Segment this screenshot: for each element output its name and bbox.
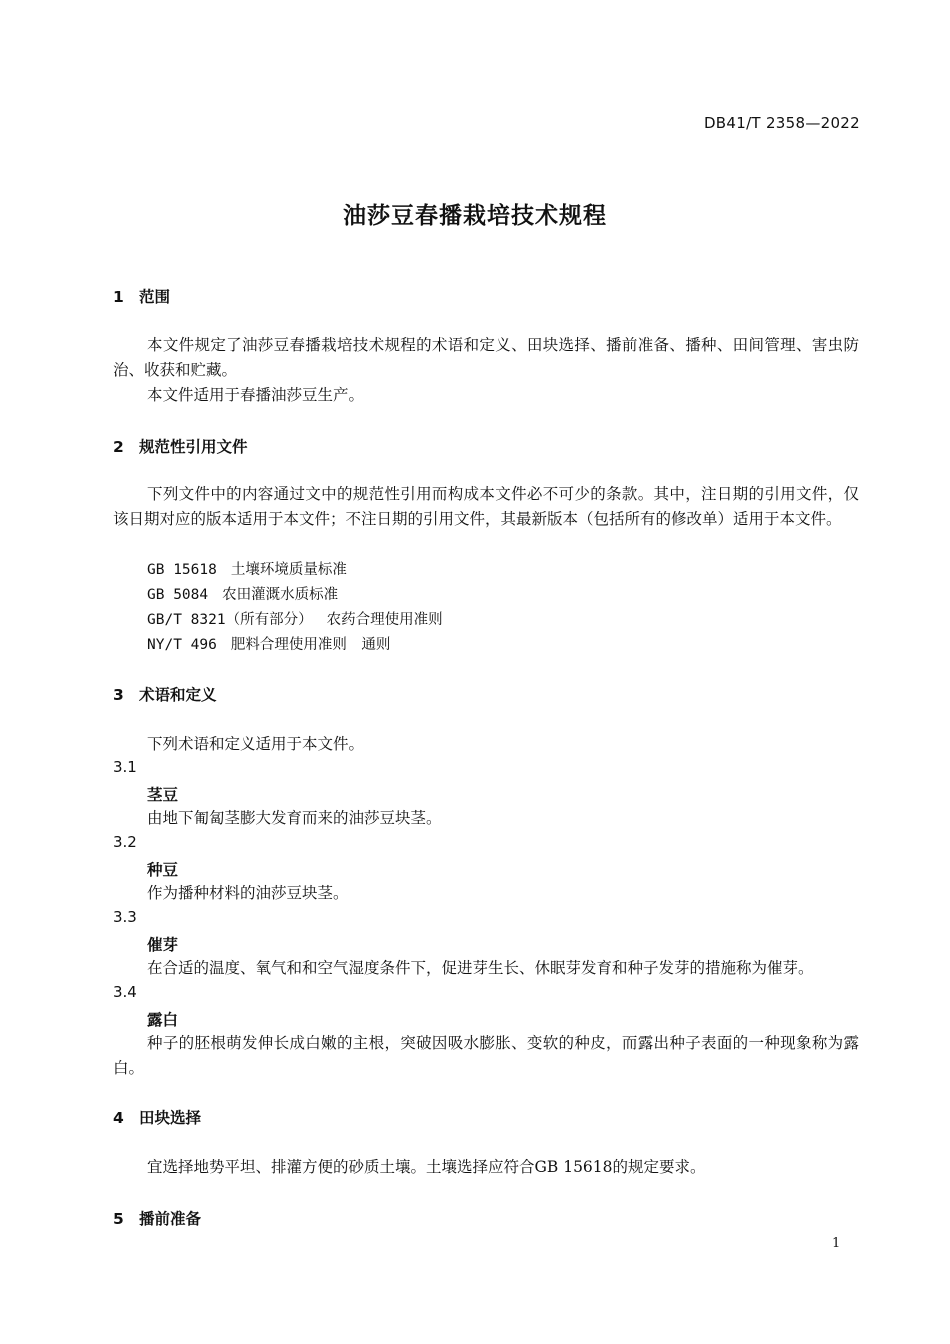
section-title: 范围 xyxy=(139,288,171,306)
reference-code: NY/T 496 xyxy=(147,637,217,653)
term-name: 种豆 xyxy=(147,861,179,879)
section-number: 1 xyxy=(113,288,124,306)
section-title: 播前准备 xyxy=(139,1210,202,1228)
term-definition: 种子的胚根萌发伸长成白嫩的主根，突破因吸水膨胀、变软的种皮，而露出种子表面的一种现象称为露白。 xyxy=(113,1034,859,1077)
reference-item xyxy=(147,633,390,654)
standard-code: DB41/T 2358—2022 xyxy=(703,114,860,132)
term-definition: 在合适的温度、氧气和和空气湿度条件下，促进芽生长、休眠芽发育和种子发芽的措施称为催芽。 xyxy=(147,959,814,977)
term-number: 3.1 xyxy=(113,758,137,776)
section-title: 田块选择 xyxy=(139,1109,202,1127)
reference-title: 农药合理使用准则 xyxy=(326,612,443,628)
term-definition: 由地下匍匐茎膨大发育而来的油莎豆块茎。 xyxy=(147,809,442,827)
reference-code: GB 15618 xyxy=(147,562,217,578)
section-title: 术语和定义 xyxy=(139,686,217,704)
reference-title: 土壤环境质量标准 xyxy=(230,562,347,578)
terms-intro: 下列术语和定义适用于本文件。 xyxy=(147,735,365,753)
term-number: 3.2 xyxy=(113,833,137,851)
term-definition: 作为播种材料的油莎豆块茎。 xyxy=(147,884,349,902)
term-name: 露白 xyxy=(147,1011,179,1029)
section-number: 5 xyxy=(113,1210,124,1228)
reference-item xyxy=(147,558,347,579)
section-number: 4 xyxy=(113,1109,124,1127)
section-2-heading xyxy=(113,435,248,457)
term-number: 3.3 xyxy=(113,908,137,926)
page-number: 1 xyxy=(832,1236,841,1251)
section-number: 2 xyxy=(113,438,124,456)
reference-title: 肥料合理使用准则 通则 xyxy=(230,637,391,653)
section-4-heading xyxy=(113,1106,201,1128)
section-3-heading xyxy=(113,683,217,705)
term-name: 茎豆 xyxy=(147,786,179,804)
reference-title: 农田灌溉水质标准 xyxy=(222,587,339,603)
scope-paragraph-2: 本文件适用于春播油莎豆生产。 xyxy=(147,386,365,404)
document-title: 油莎豆春播栽培技术规程 xyxy=(343,203,607,229)
section-title: 规范性引用文件 xyxy=(139,438,248,456)
section-number: 3 xyxy=(113,686,124,704)
section-5-heading xyxy=(113,1207,201,1229)
reference-code: GB/T 8321（所有部分） xyxy=(147,612,313,628)
term-name: 催芽 xyxy=(147,936,179,954)
reference-code: GB 5084 xyxy=(147,587,209,603)
section-1-heading xyxy=(113,285,170,307)
field-selection-paragraph: 宜选择地势平坦、排灌方便的砂质土壤。土壤选择应符合GB 15618的规定要求。 xyxy=(147,1158,706,1176)
references-paragraph: 下列文件中的内容通过文中的规范性引用而构成本文件必不可少的条款。其中，注日期的引用文件，仅该日期对应的版本适用于本文件；不注日期的引用文件，其最新版本（包括所有的修改单）适用于本文件。 xyxy=(113,485,859,528)
reference-item xyxy=(147,583,338,604)
term-number: 3.4 xyxy=(113,983,137,1001)
reference-item xyxy=(147,608,443,629)
scope-paragraph-1: 本文件规定了油莎豆春播栽培技术规程的术语和定义、田块选择、播前准备、播种、田间管理、害虫防治、收获和贮藏。 xyxy=(113,336,859,379)
